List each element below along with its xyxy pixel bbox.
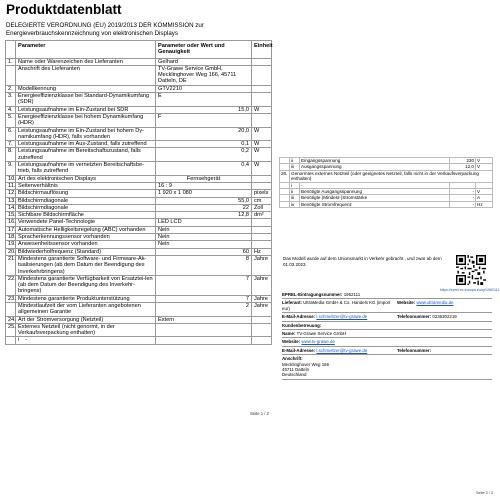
row-parameter: Art der Stromversorgung (Netzteil): [16, 316, 156, 323]
page-number-1: Seite 1 / 2: [250, 411, 269, 416]
row-number: 21.: [6, 255, 16, 275]
row-number: 12.: [6, 190, 16, 197]
row-value: 20,0: [156, 127, 252, 141]
supplier-label: Lieferant:: [282, 300, 303, 306]
side-index: i: [290, 182, 300, 188]
row-unit: pixels: [252, 190, 272, 197]
supplier-row: [282, 299, 492, 313]
row-parameter: Energieeffizienzklasse bei hohem Dynamikumfang (HDR): [16, 113, 156, 127]
row-value: Extern: [156, 316, 252, 323]
table-row: [6, 113, 272, 127]
row-unit: Zoll: [252, 204, 272, 211]
row-value: 55,0: [156, 197, 252, 204]
side-index: ii: [290, 189, 300, 195]
row-unit: W: [252, 106, 272, 113]
row-number: 8.: [6, 148, 16, 162]
row-unit: [252, 175, 272, 182]
side-unit: V: [476, 164, 493, 170]
regulation-text: DELEGIERTE VERORDNUNG (EU) 2019/2013 DER KOMMISSION zur Energieverbrauchskennzeichnung von elektronischen Displays: [6, 22, 204, 37]
table-row: [6, 175, 272, 182]
row-number: 5.: [6, 113, 16, 127]
row-number: 19.: [6, 241, 16, 248]
header-value: Parameter oder Wert und Genauigkeit: [156, 41, 252, 59]
row-unit: [252, 182, 272, 189]
side-label: Eingangsspannung: [300, 158, 450, 164]
row-unit: [252, 85, 272, 92]
row-parameter: Modellkennung: [16, 85, 156, 92]
row-parameter: Mindestens garantierte Software- und Firmware-Ak-tualisierungen (ab dem Datum der Beendigung des Inverkehrbringens): [16, 255, 156, 275]
row-unit: [252, 226, 272, 233]
contact-phone-label: Telefonnummer:: [397, 347, 432, 353]
row-unit: W: [252, 148, 272, 162]
row-number: 10.: [6, 175, 16, 182]
contact-email-label: E-Mail-Adresse:: [282, 347, 316, 353]
side-unit: V: [476, 189, 493, 195]
row-unit: Hz: [252, 248, 272, 255]
side-index: ii: [290, 158, 300, 164]
side-index: iii: [290, 164, 300, 170]
row-value: Nein: [156, 241, 252, 248]
side-value: -: [450, 195, 476, 201]
phone-value: 0236302219: [432, 314, 457, 320]
row-number: 25.: [6, 323, 16, 337]
row-number: 24.: [6, 316, 16, 323]
row-unit: [252, 241, 272, 248]
row-value: 2: [156, 302, 252, 316]
side-label: Benötigte Stromfrequenz: [300, 201, 450, 207]
header-unit: Einheit: [252, 41, 272, 59]
contact-address-label: Anschrift:: [282, 356, 303, 362]
table-row: [6, 85, 272, 92]
table-row: [6, 248, 272, 255]
row-number: [6, 337, 16, 344]
table-row: [6, 190, 272, 197]
header-number: [6, 41, 16, 59]
row-value: 60: [156, 248, 252, 255]
row-number: 15.: [6, 212, 16, 219]
side-label: Benötigte (Mindest-)Stromstärke: [300, 195, 450, 201]
eprel-info: [282, 291, 492, 380]
row-parameter: Name oder Warenzeichen des Lieferanten: [16, 58, 156, 65]
row-value: GTV2210: [156, 85, 252, 92]
contact-address-row: [282, 355, 492, 380]
contact-name-label: Name:: [282, 331, 296, 337]
row-unit: W: [252, 127, 272, 141]
row-number: 16.: [6, 219, 16, 226]
table-row: [6, 275, 272, 295]
row-value: Nein: [156, 234, 252, 241]
table-row: [6, 295, 272, 302]
row-value: 12,8: [156, 212, 252, 219]
table-row: [6, 58, 272, 65]
phone-label: Telefonnummer:: [397, 314, 432, 320]
row-number: 22.: [6, 275, 16, 295]
address-line: Mecklinghover Weg 166: [282, 361, 330, 367]
row-number: 14.: [6, 204, 16, 211]
eprel-url[interactable]: https://eprel.ec.europa.eu/qr/1962111: [440, 288, 500, 292]
row-parameter: Mindestens garantierte Verfügbarkeit von Ersatztei-len (ab dem Datum der Beendigung des Inverkehr-bringens): [16, 275, 156, 295]
eprel-reg-label: EPREL-Eintragungsnummer:: [282, 292, 343, 297]
row-unit: W: [252, 162, 272, 176]
row-parameter: Anwesenheitssensor vorhanden: [16, 241, 156, 248]
row-number: 6.: [6, 127, 16, 141]
row-parameter: Energieeffizienzklasse bei Standard-Dynamikumfang (SDR): [16, 93, 156, 107]
parameter-table: [5, 40, 272, 345]
row-number: [6, 302, 16, 316]
table-row: [280, 201, 493, 207]
eprel-registration-row: [282, 291, 492, 299]
email-link[interactable]: l.schmeltzer@tv-grawe.de: [316, 314, 368, 320]
contact-email-link[interactable]: l.schmeltzer@tv-grawe.de: [316, 347, 368, 353]
table-row: [6, 241, 272, 248]
side-unit: A: [476, 195, 493, 201]
email-label: E-Mail-Adresse:: [282, 314, 316, 320]
table-row: [6, 323, 272, 337]
contact-email-row: [282, 347, 492, 355]
row-number: 18.: [6, 234, 16, 241]
row-unit: Jahre: [252, 275, 272, 295]
row-parameter: Verwendete Panel-Technologie: [16, 219, 156, 226]
row-value: 0,1: [156, 141, 252, 148]
row-unit: [252, 113, 272, 127]
header-parameter: Parameter: [16, 41, 156, 59]
side-label: Ausgangsspannung: [300, 164, 450, 170]
contact-name-row: [282, 330, 492, 338]
row-value: 7: [156, 275, 252, 295]
row-parameter: Sichtbare Bildschirmfläche: [16, 212, 156, 219]
supplier-value: UltraMedia GmbH & Co. Handels KG (import eur): [282, 300, 391, 311]
row-parameter: Bildwiederholfrequenz (Standard): [16, 248, 156, 255]
table-row: [6, 212, 272, 219]
contact-name-value: TV-Grawe Service GmbH: [296, 331, 347, 337]
market-date-note: Das Modell wurde auf dem Unionsmarkt in Verkehr gebracht , und zwar ab dem 01.03.2023.: [283, 256, 442, 267]
row-number: [6, 65, 16, 85]
row-number: 7.: [6, 141, 16, 148]
row-unit: Jahre: [252, 302, 272, 316]
row-parameter: Art des elektronischen Displays: [16, 175, 156, 182]
side-blank: [280, 201, 290, 207]
table-row: [6, 226, 272, 233]
side-index: iv: [290, 201, 300, 207]
row-value: Fernsehgerät: [156, 175, 252, 182]
row-parameter: Mindestens garantierte Produktunterstützung: [16, 295, 156, 302]
row-number: 20.: [6, 248, 16, 255]
email-row: [282, 313, 492, 321]
row-number: 9.: [6, 162, 16, 176]
row-unit: [252, 58, 272, 65]
table-row: [6, 204, 272, 211]
table-row: [6, 337, 272, 344]
row-value: F: [156, 113, 252, 127]
row-unit: Jahre: [252, 295, 272, 302]
row-number: 23.: [6, 295, 16, 302]
row-parameter: Leistungsaufnahme im vernetzten Bereitschaftsbe-trieb, falls zutreffend: [16, 162, 156, 176]
power-supply-table: [279, 157, 493, 208]
row-unit: [252, 219, 272, 226]
row-parameter: Mindestlaufzeit der vom Lieferanten angebotenen allgemeinen Garantie: [16, 302, 156, 316]
row-number: 1.: [6, 58, 16, 65]
eprel-reg-value: 1962111: [343, 292, 361, 297]
page-title: Produktdatenblatt: [6, 2, 122, 17]
side-26-text: Genormtes externes Netzteil (oder geeignetes Netzteil, falls nicht in der Verkaufsverpackung enthalten): [290, 170, 493, 182]
row-value: E: [156, 93, 252, 107]
sub-index: i: [18, 337, 20, 344]
row-number: 11.: [6, 182, 16, 189]
row-parameter: Seitenverhältnis: [16, 182, 156, 189]
side-index: iii: [290, 195, 300, 201]
row-value: [156, 323, 252, 337]
side-unit: V: [476, 158, 493, 164]
page-number-2: Seite 2 / 2: [476, 491, 494, 495]
row-parameter: Spracherkennungssensor vorhanden: [16, 234, 156, 241]
table-row: [6, 182, 272, 189]
row-value: LED LCD: [156, 219, 252, 226]
table-row: [6, 106, 272, 113]
row-unit: [252, 316, 272, 323]
row-number: 2.: [6, 85, 16, 92]
table-row: [6, 197, 272, 204]
side-value: 12,0: [450, 164, 476, 170]
row-number: 4.: [6, 106, 16, 113]
table-row: [6, 148, 272, 162]
table-row: [6, 93, 272, 107]
row-unit: W: [252, 141, 272, 148]
row-parameter: Leistungsaufnahme im Bereitschaftszustand, falls zutreffend: [16, 148, 156, 162]
row-value: 8: [156, 255, 252, 275]
contact-header: Kundenbetreuung:: [282, 322, 322, 328]
table-row: [280, 170, 493, 182]
website-link[interactable]: www.ultramedia.de: [416, 300, 454, 306]
row-parameter: Externes Netzteil (nicht genormt, in der Verkaufsverpackung enthalten): [16, 323, 156, 337]
row-value: 15,0: [156, 106, 252, 113]
table-row: [6, 302, 272, 316]
side-unit: Hz: [476, 201, 493, 207]
row-value: 1 920 x 1 080: [156, 190, 252, 197]
row-value: 0,2: [156, 148, 252, 162]
row-value: 16 : 9: [156, 182, 252, 189]
table-row: [6, 162, 272, 176]
row-value: Nein: [156, 226, 252, 233]
row-unit: [252, 234, 272, 241]
table-row: [6, 219, 272, 226]
row-number: 13.: [6, 197, 16, 204]
row-unit: [252, 337, 272, 344]
row-unit: Jahre: [252, 255, 272, 275]
address-line: 45711 Datteln: [282, 367, 310, 373]
table-header-row: [6, 41, 272, 59]
row-parameter: Automatische Helligkeitsregelung (ABC) vorhanden: [16, 226, 156, 233]
table-row: [6, 65, 272, 85]
side-value: -: [450, 201, 476, 207]
table-row: [6, 141, 272, 148]
row-parameter: Leistungsaufnahme im Ein-Zustand bei SDR: [16, 106, 156, 113]
row-value: 7: [156, 295, 252, 302]
website-label: Website:: [397, 300, 416, 306]
table-row: [6, 127, 272, 141]
row-value: [156, 337, 252, 344]
contact-website-row: [282, 338, 492, 346]
contact-website-label: Website:: [282, 339, 301, 345]
row-value: TV-Grawe Service GmbH, Mecklinghover Weg 166, 45711 Datteln, DE: [156, 65, 252, 85]
row-unit: [252, 323, 272, 337]
row-unit: cm: [252, 197, 272, 204]
row-number: 3.: [6, 93, 16, 107]
row-parameter: Bildschirmdiagonale: [16, 204, 156, 211]
contact-website-link[interactable]: www.tv-grawe.de: [301, 339, 335, 345]
row-number: 17.: [6, 226, 16, 233]
row-unit: [252, 65, 272, 85]
row-value: 0,4: [156, 162, 252, 176]
row-sub-index: [16, 337, 156, 344]
row-value: Gelhard: [156, 58, 252, 65]
contact-header-row: [282, 322, 492, 330]
table-row: [6, 255, 272, 275]
side-value: 230: [450, 158, 476, 164]
side-label: -: [300, 182, 450, 188]
table-row: [6, 234, 272, 241]
row-unit: dm²: [252, 212, 272, 219]
qr-code: [456, 255, 486, 285]
row-parameter: Leistungsaufnahme im Ein-Zustand bei hohem Dy-namikumfang (HDR), falls vorhanden: [16, 127, 156, 141]
side-number: 26.: [280, 170, 290, 182]
row-unit: [252, 93, 272, 107]
side-value: -: [450, 189, 476, 195]
side-label: Benötigte Ausgangsspannung: [300, 189, 450, 195]
row-parameter: Anschrift des Lieferanten: [16, 65, 156, 85]
row-value: 22: [156, 204, 252, 211]
row-parameter: Bildschirmauflösung: [16, 190, 156, 197]
table-row: [6, 316, 272, 323]
address-line: Deutschland: [282, 372, 307, 378]
sub-value: -: [25, 337, 28, 344]
row-parameter: Leistungsaufnahme im Aus-Zustand, falls zutreffend: [16, 141, 156, 148]
row-parameter: Bildschirmdiagonale: [16, 197, 156, 204]
